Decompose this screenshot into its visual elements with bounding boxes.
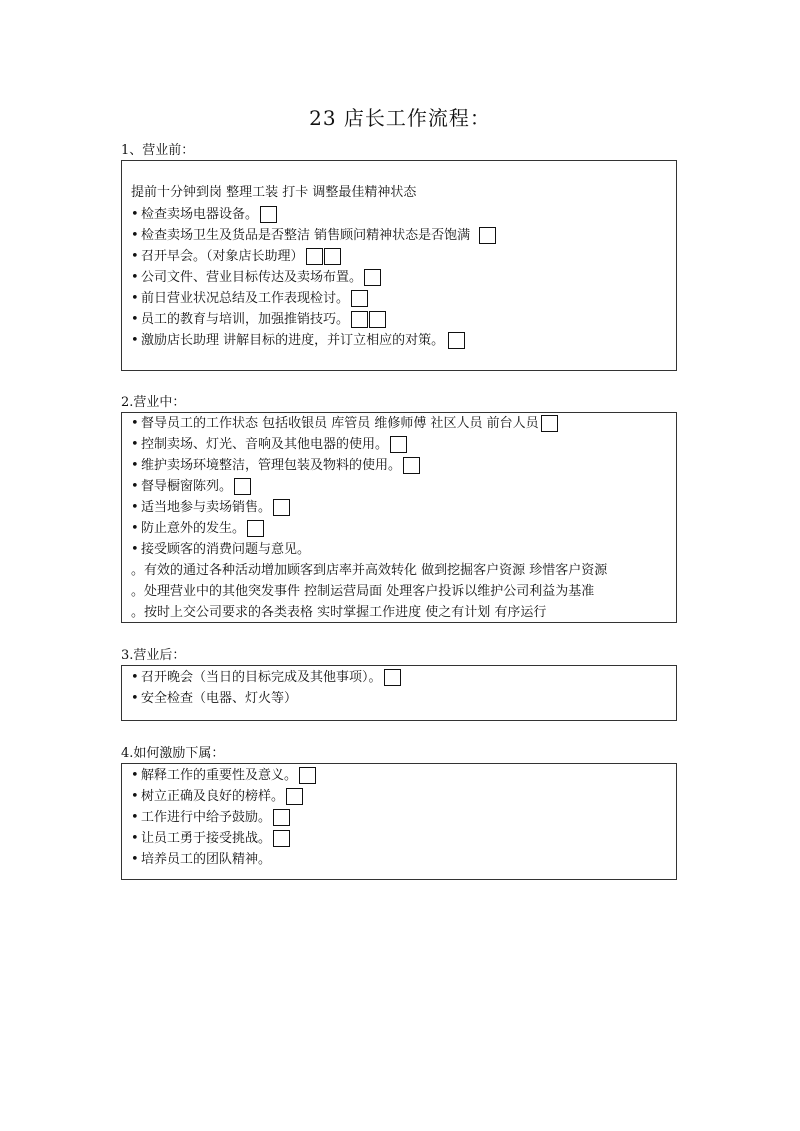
list-item	[131, 497, 290, 518]
item-text: 让员工勇于接受挑战。	[141, 831, 272, 846]
list-item	[131, 434, 407, 455]
section-box-after-business	[121, 665, 677, 721]
list-item	[131, 667, 401, 688]
item-text: 督导橱窗陈列。	[141, 479, 233, 494]
list-item	[131, 476, 251, 497]
section-label-before-business: 1、营业前：	[121, 143, 195, 158]
item-text: 召开早会。（对象店长助理）	[141, 249, 304, 264]
item-text: 督导员工的工作状态 包括收银员 库管员 维修师傅 社区人员 前台人员	[141, 416, 539, 431]
list-item	[131, 288, 368, 309]
list-item	[131, 786, 303, 807]
item-text: 。有效的通过各种活动增加顾客到店率并高效转化 做到挖掘客户资源 珍惜客户资源	[131, 563, 608, 578]
checkbox[interactable]	[234, 478, 251, 495]
item-text: 前日营业状况总结及工作表现检讨。	[141, 291, 350, 306]
item-text: 培养员工的团队精神。	[141, 852, 272, 867]
bullet: •	[131, 207, 139, 222]
list-item	[131, 267, 381, 288]
item-text: 激励店长助理 讲解目标的进度，并订立相应的对策。	[141, 333, 445, 348]
bullet: •	[131, 670, 139, 685]
bullet: •	[131, 831, 139, 846]
bullet: •	[131, 312, 139, 327]
list-item	[131, 560, 607, 581]
checkbox[interactable]	[448, 332, 465, 349]
bullet: •	[131, 458, 139, 473]
list-item	[131, 413, 558, 434]
checkbox[interactable]	[273, 809, 290, 826]
list-item	[131, 309, 386, 330]
checkbox[interactable]	[479, 227, 496, 244]
item-text: 召开晚会（当日的目标完成及其他事项）。	[141, 670, 382, 685]
list-item	[131, 765, 316, 786]
list-item	[131, 581, 594, 602]
list-item	[131, 602, 546, 623]
list-item	[131, 518, 264, 539]
item-text: 检查卖场卫生及货品是否整洁 销售顾问精神状态是否饱满	[141, 228, 471, 243]
item-text: 解释工作的重要性及意义。	[141, 768, 298, 783]
checkbox[interactable]	[351, 290, 368, 307]
item-text: 维护卖场环境整洁，管理包装及物料的使用。	[141, 458, 402, 473]
list-item	[131, 182, 416, 203]
list-item	[131, 246, 341, 267]
list-item	[131, 688, 297, 709]
bullet: •	[131, 810, 139, 825]
section-box-motivate-staff	[121, 763, 677, 880]
item-text: 检查卖场电器设备。	[141, 207, 259, 222]
list-item	[131, 330, 465, 351]
item-text: 控制卖场、灯光、音响及其他电器的使用。	[141, 437, 389, 452]
bullet: •	[131, 500, 139, 515]
section-label-during-business: 2.营业中：	[121, 395, 186, 410]
bullet: •	[131, 228, 139, 243]
checkbox[interactable]	[364, 269, 381, 286]
item-text: 。处理营业中的其他突发事件 控制运营局面 处理客户投诉以维护公司利益为基准	[131, 584, 595, 599]
bullet: •	[131, 270, 139, 285]
bullet: •	[131, 542, 139, 557]
list-item	[131, 225, 496, 246]
bullet: •	[131, 521, 139, 536]
checkbox[interactable]	[324, 248, 341, 265]
bullet: •	[131, 768, 139, 783]
bullet: •	[131, 789, 139, 804]
item-text: 提前十分钟到岗 整理工装 打卡 调整最佳精神状态	[131, 185, 417, 200]
item-text: 适当地参与卖场销售。	[141, 500, 272, 515]
checkbox[interactable]	[390, 436, 407, 453]
bullet: •	[131, 416, 139, 431]
checkbox[interactable]	[273, 830, 290, 847]
checkbox[interactable]	[273, 499, 290, 516]
list-item	[131, 807, 290, 828]
bullet: •	[131, 291, 139, 306]
list-item	[131, 539, 310, 560]
item-text: 防止意外的发生。	[141, 521, 246, 536]
checkbox[interactable]	[299, 767, 316, 784]
section-box-before-business	[121, 160, 677, 371]
list-item	[131, 455, 420, 476]
item-text: 员工的教育与培训，加强推销技巧。	[141, 312, 350, 327]
page-title: 23 店长工作流程：	[309, 106, 491, 130]
section-box-during-business	[121, 412, 677, 623]
item-text: 工作进行中给予鼓励。	[141, 810, 272, 825]
section-label-motivate-staff: 4.如何激励下属：	[121, 746, 225, 761]
checkbox[interactable]	[306, 248, 323, 265]
item-text: 。按时上交公司要求的各类表格 实时掌握工作进度 使之有计划 有序运行	[131, 605, 547, 620]
checkbox[interactable]	[351, 311, 368, 328]
item-text: 树立正确及良好的榜样。	[141, 789, 285, 804]
bullet: •	[131, 333, 139, 348]
list-item	[131, 849, 271, 870]
checkbox[interactable]	[369, 311, 386, 328]
bullet: •	[131, 479, 139, 494]
checkbox[interactable]	[247, 520, 264, 537]
checkbox[interactable]	[541, 415, 558, 432]
list-item	[131, 204, 277, 225]
checkbox[interactable]	[286, 788, 303, 805]
item-text: 安全检查（电器、灯火等）	[141, 691, 298, 706]
checkbox[interactable]	[384, 669, 401, 686]
checkbox[interactable]	[403, 457, 420, 474]
list-item	[131, 828, 290, 849]
bullet: •	[131, 437, 139, 452]
item-text: 公司文件、营业目标传达及卖场布置。	[141, 270, 363, 285]
bullet: •	[131, 249, 139, 264]
section-label-after-business: 3.营业后：	[121, 648, 186, 663]
bullet: •	[131, 691, 139, 706]
checkbox[interactable]	[260, 206, 277, 223]
item-text: 接受顾客的消费问题与意见。	[141, 542, 311, 557]
bullet: •	[131, 852, 139, 867]
